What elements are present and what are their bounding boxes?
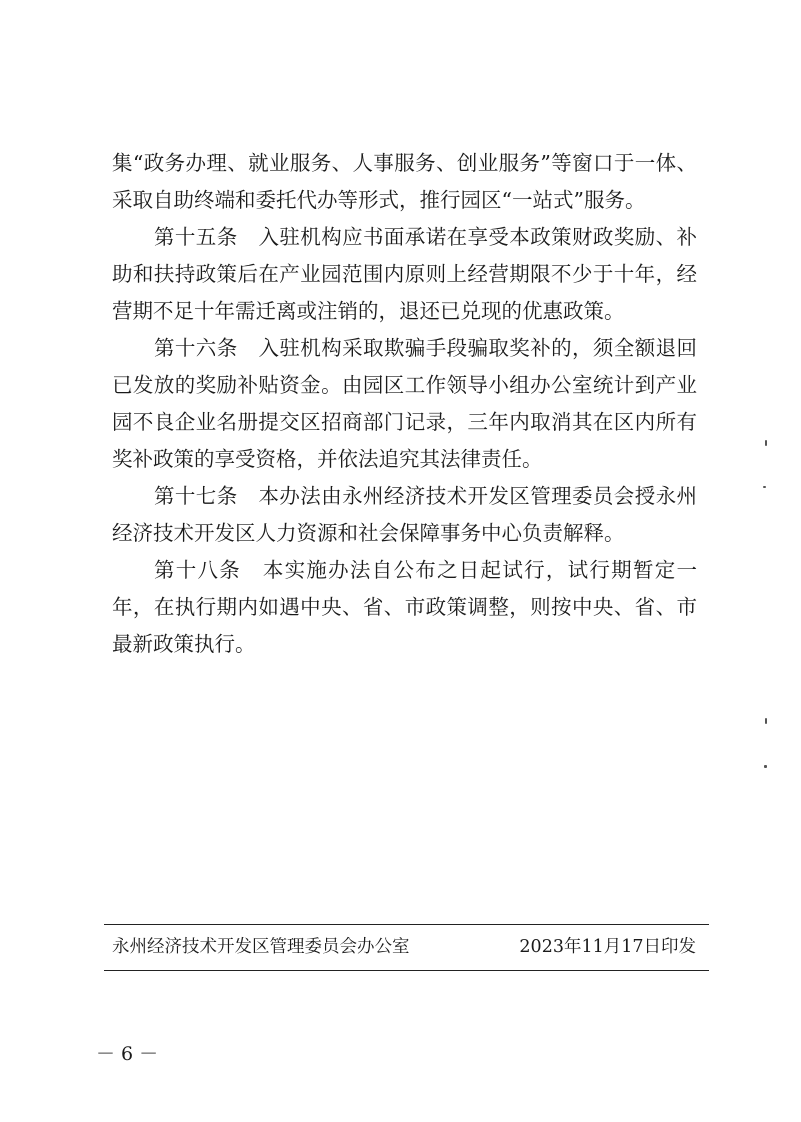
issue-date: 2023年11月17日印发 xyxy=(519,937,696,957)
paragraph-continuation: 集“政务办理、就业服务、人事服务、创业服务”等窗口于一体、采取自助终端和委托代办等形式，推行园区“一站式”服务。 xyxy=(112,151,697,212)
page-number: － 6 － xyxy=(96,1043,159,1065)
paragraph-article-17: 第十七条 本办法由永州经济技术开发区管理委员会授永州经济技术开发区人力资源和社会保障事务中心负责解释。 xyxy=(112,484,697,545)
scan-mark xyxy=(763,486,766,488)
footer-top-rule xyxy=(104,924,709,925)
footer-bottom-rule xyxy=(104,970,709,971)
paragraph-article-18: 第十八条 本实施办法自公布之日起试行，试行期暂定一年，在执行期内如遇中央、省、市政策调整，则按中央、省、市最新政策执行。 xyxy=(112,558,697,656)
issuing-office: 永州经济技术开发区管理委员会办公室 xyxy=(112,937,410,957)
paragraph-article-16: 第十六条 入驻机构采取欺骗手段骗取奖补的，须全额退回已发放的奖励补贴资金。由园区工作领导小组办公室统计到产业园不良企业名册提交区招商部门记录，三年内取消其在区内所有奖补政策的享受资格，并依法追究其法律责任。 xyxy=(112,336,697,471)
scan-mark xyxy=(765,718,767,724)
paragraph-article-15: 第十五条 入驻机构应书面承诺在享受本政策财政奖励、补助和扶持政策后在产业园范围内原则上经营期限不少于十年，经营期不足十年需迁离或注销的，退还已兑现的优惠政策。 xyxy=(112,225,697,323)
scan-mark xyxy=(765,440,767,446)
scan-mark xyxy=(764,765,767,768)
document-body xyxy=(112,145,697,663)
